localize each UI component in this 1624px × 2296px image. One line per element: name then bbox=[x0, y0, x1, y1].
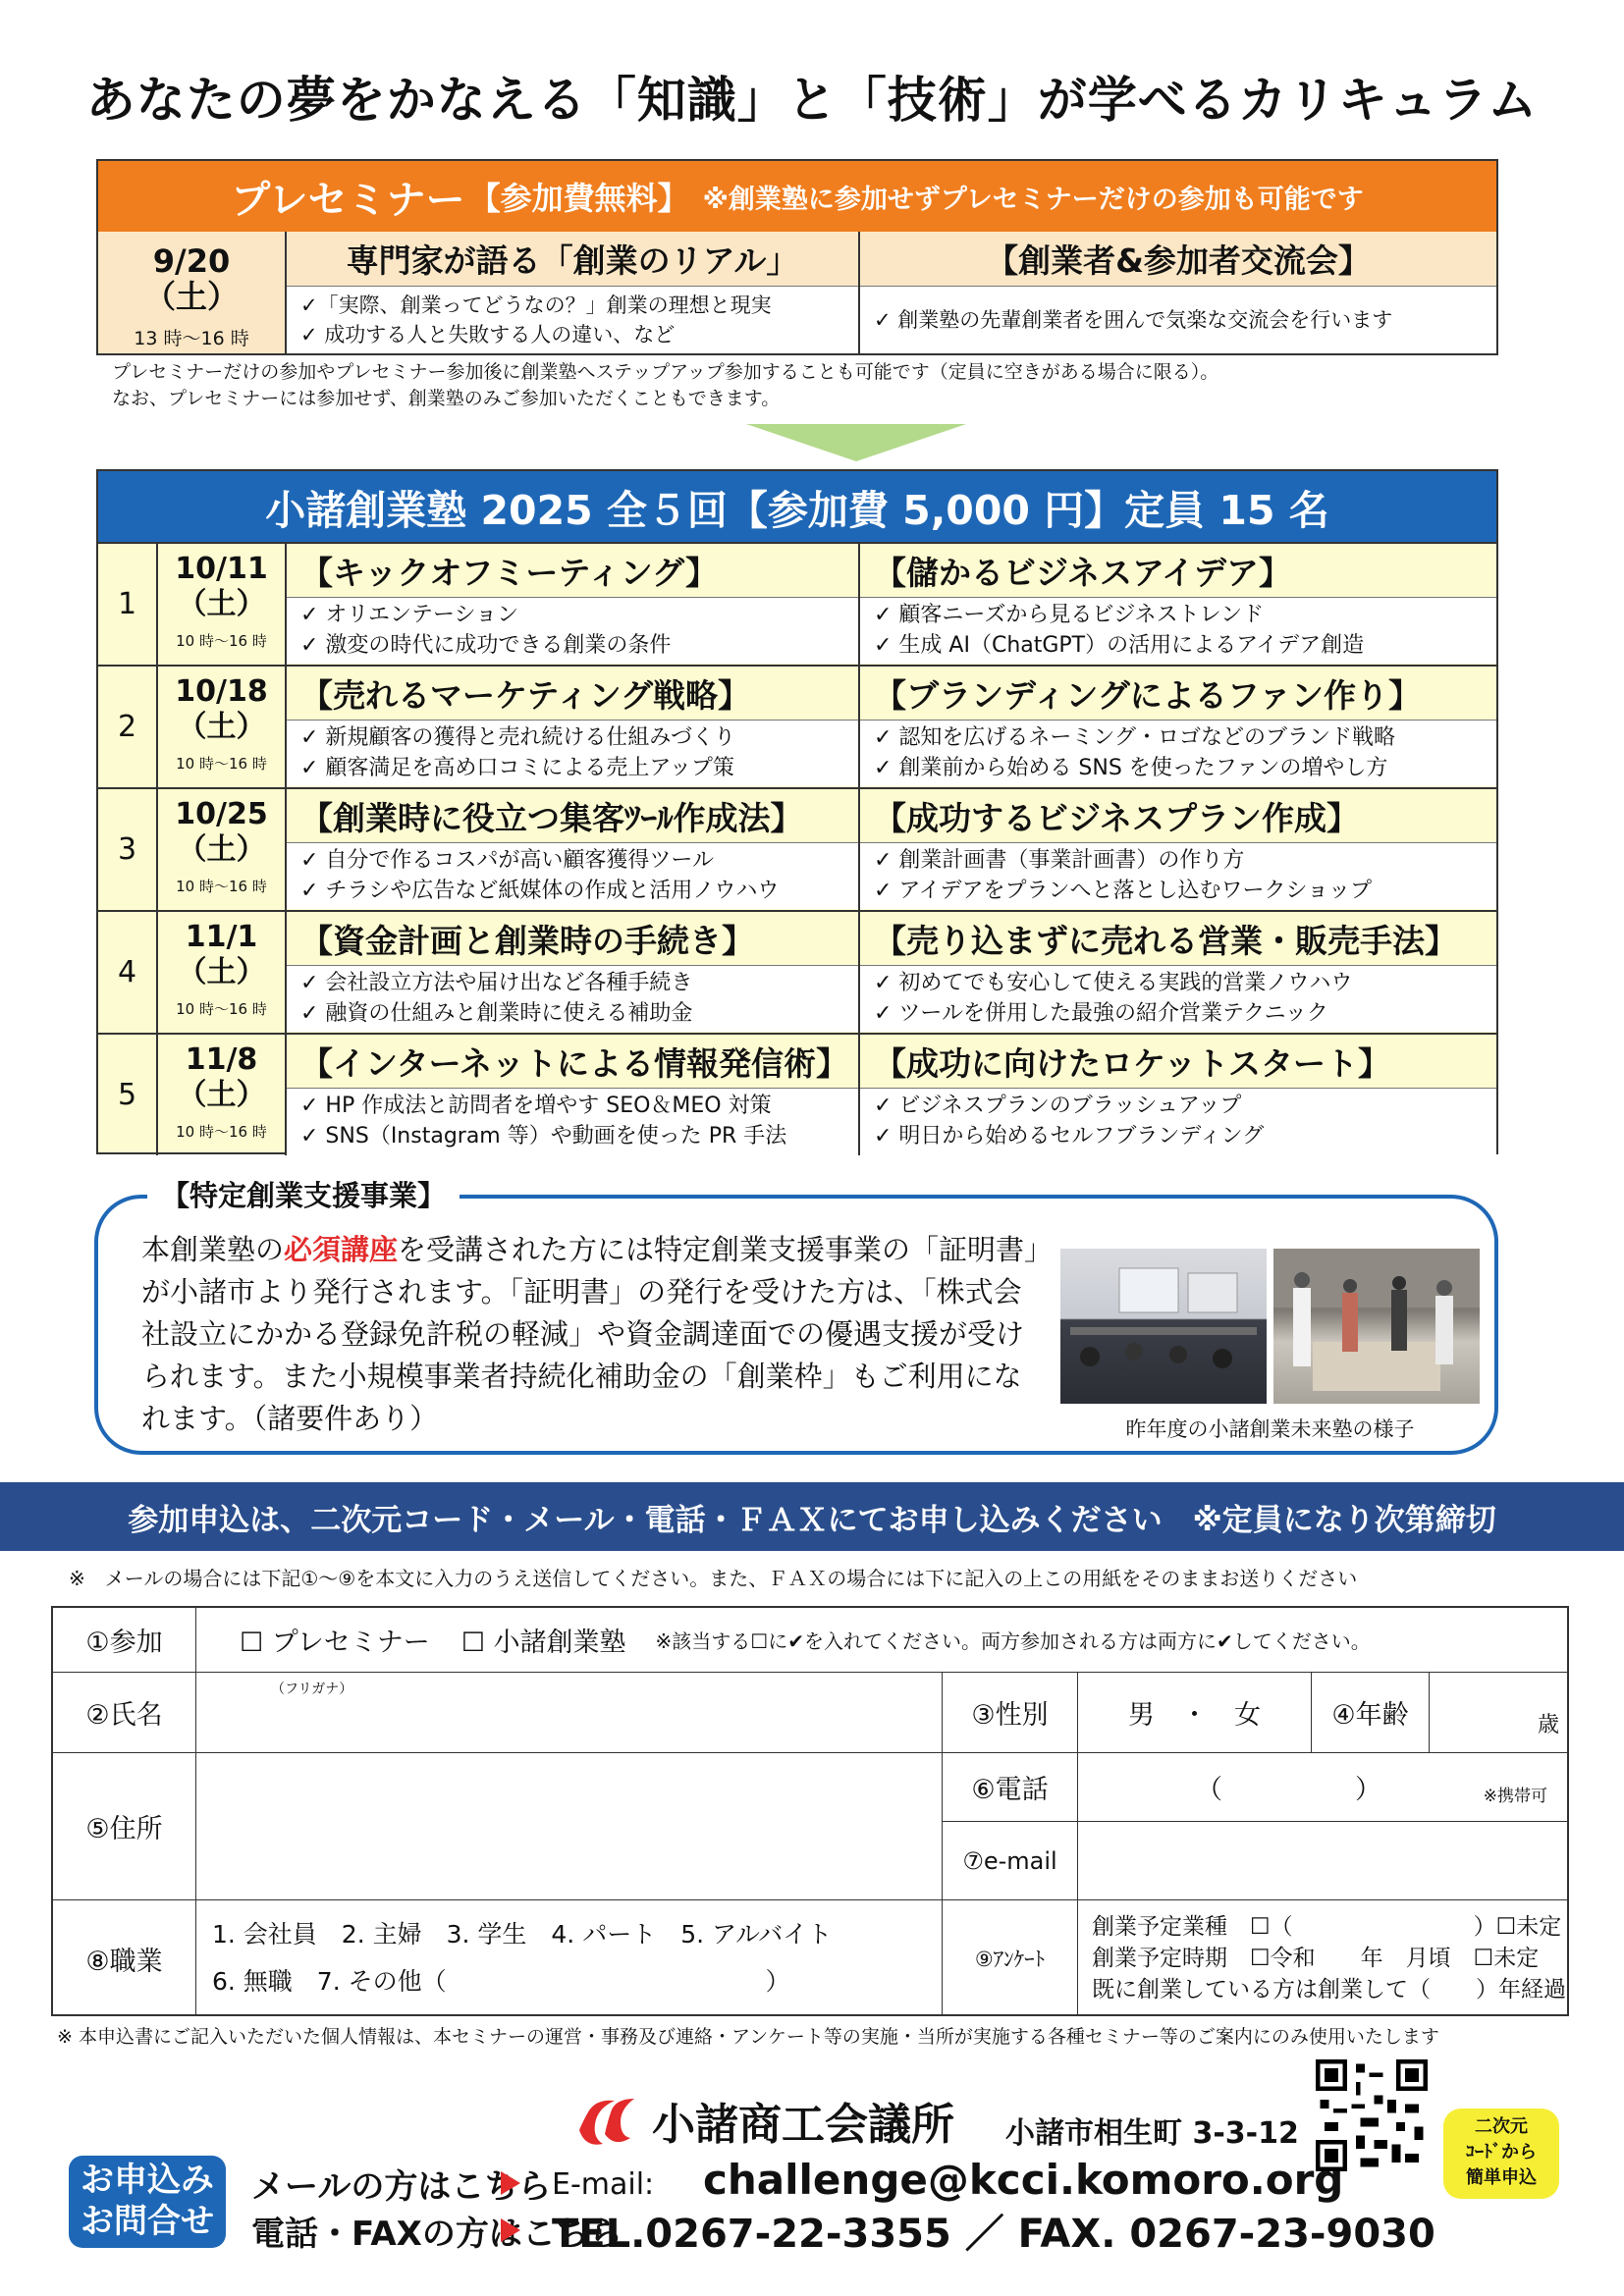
survey-fields[interactable] bbox=[1078, 1900, 1569, 2016]
list-item: ✓ オリエンテーション bbox=[300, 603, 519, 627]
telfax-label: 電話・FAXの方はこちら bbox=[251, 2215, 623, 2254]
list-item: ✓ 顧客満足を高め口コミによる売上アップ策 bbox=[300, 756, 734, 780]
session-date bbox=[158, 912, 287, 1033]
session-number: 3 bbox=[98, 789, 158, 910]
session-topic-2 bbox=[860, 544, 1496, 665]
label-gender: ③性別 bbox=[943, 1673, 1078, 1753]
list-item: ✓ 自分で作るコスパが高い顧客獲得ツール bbox=[300, 848, 714, 873]
session-topic-2 bbox=[860, 912, 1496, 1033]
weekday: （土） bbox=[177, 1078, 266, 1112]
support-text bbox=[141, 1229, 1039, 1440]
list-item: ✓ 創業計画書（事業計画書）の作り方 bbox=[874, 848, 1245, 873]
support-text-post: を受講された方には特定創業支援事業の「証明書」が小諸市より発行されます。「証明書」の発行を受けた方は、「株式会社設立にかかる登録免許税の軽減」や資金調達面での優遇支援が受けられます。また小規模事業者持続化補助金の「創業枠」もご利用になれます。（諸要件あり） bbox=[141, 1233, 1039, 1435]
label-name: ②氏名 bbox=[53, 1673, 196, 1753]
topic-title: 【ブランディングによるファン作り】 bbox=[860, 667, 1496, 721]
label-email: ⑦e-mail bbox=[943, 1822, 1078, 1900]
time: 10 時～16 時 bbox=[176, 1000, 267, 1018]
pre-seminar-col1 bbox=[287, 232, 860, 355]
topic-title: 【成功に向けたロケットスタート】 bbox=[860, 1035, 1496, 1089]
furigana-label: （フリガナ） bbox=[271, 1682, 353, 1697]
mail-label: メールの方はこちら bbox=[251, 2167, 552, 2207]
session-date bbox=[158, 789, 287, 910]
footnote: プレセミナーだけの参加やプレセミナー参加後に創業塾へステップアップ参加することも可能です（定員に空きがある場合に限る）。 bbox=[112, 361, 1219, 383]
pre-seminar-header bbox=[98, 161, 1496, 232]
survey-line-1: 創業予定業種 ☐（ ）☐未定 bbox=[1092, 1914, 1562, 1940]
date: 9/20 bbox=[152, 242, 231, 280]
col-title: 【創業者&参加者交流会】 bbox=[860, 232, 1496, 287]
survey-line-3: 既に創業している方は創業して（ ）年経過 bbox=[1092, 1977, 1566, 2002]
chamber-logo-icon bbox=[575, 2091, 636, 2152]
application-banner: 参加申込は、二次元コード・メール・電話・ＦＡＸにてお申し込みください ※定員になり次第締切 bbox=[0, 1482, 1624, 1551]
triangle-arrow-icon bbox=[501, 2218, 520, 2242]
label-participation: ①参加 bbox=[53, 1608, 196, 1673]
list-item: ✓ 融資の仕組みと創業時に使える補助金 bbox=[300, 1001, 693, 1026]
session-date bbox=[158, 544, 287, 665]
page-headline: あなたの夢をかなえる「知識」と「技術」が学べるカリキュラム bbox=[85, 72, 1539, 129]
list-item: ✓ チラシや広告など紙媒体の作成と活用ノウハウ bbox=[300, 879, 780, 903]
topic-title: 【売れるマーケティング戦略】 bbox=[287, 667, 858, 721]
list-item: ✓「実際、創業ってどうなの？」創業の理想と現実 bbox=[300, 294, 772, 317]
session-row bbox=[98, 787, 1496, 910]
list-item: ✓ 創業前から始める SNS を使ったファンの増やし方 bbox=[874, 756, 1388, 780]
organization-address: 小諸市相生町 3-3-12 bbox=[1005, 2116, 1299, 2151]
topic-title: 【創業時に役立つ集客ﾂｰﾙ作成法】 bbox=[287, 789, 858, 843]
label-survey: ⑨ｱﾝｹｰﾄ bbox=[943, 1900, 1078, 2016]
qr-note-bubble: 二次元 ｺｰﾄﾞから 簡単申込 bbox=[1443, 2109, 1559, 2199]
date: 10/18 bbox=[175, 674, 268, 709]
down-arrow-icon bbox=[746, 424, 966, 461]
list-item: ✓ 明日から始めるセルフブランディング bbox=[874, 1124, 1265, 1148]
col-title: 専門家が語る「創業のリアル」 bbox=[287, 232, 858, 287]
date: 11/1 bbox=[185, 920, 258, 954]
session-date bbox=[158, 1035, 287, 1155]
session-date bbox=[158, 667, 287, 787]
participation-options bbox=[196, 1608, 1569, 1673]
time: 10 時～16 時 bbox=[176, 632, 267, 650]
session-topic-1 bbox=[287, 544, 860, 665]
form-instructions: ※ メールの場合には下記①～⑨を本文に入力のうえ送信してください。また、ＦＡＸの場合には下に記入の上この用紙をそのままお送りください bbox=[69, 1567, 1358, 1590]
weekday: （土） bbox=[177, 710, 266, 744]
session-topic-2 bbox=[860, 1035, 1496, 1155]
phone-field[interactable] bbox=[1078, 1753, 1569, 1822]
weekday: （土） bbox=[177, 587, 266, 621]
name-field[interactable] bbox=[196, 1673, 943, 1753]
session-row bbox=[98, 1033, 1496, 1155]
session-topic-1 bbox=[287, 789, 860, 910]
survey-line-2: 創業予定時期 ☐令和 年 月頃 ☐未定 bbox=[1092, 1946, 1540, 1971]
list-item: ✓ 顧客ニーズから見るビジネストレンド bbox=[874, 603, 1265, 627]
time: 10 時～16 時 bbox=[176, 878, 267, 895]
age-unit: 歳 bbox=[1537, 1713, 1559, 1737]
session-topic-1 bbox=[287, 912, 860, 1033]
seminar-photo-1 bbox=[1060, 1249, 1267, 1404]
list-item: ✓ SNS（Instagram 等）や動画を使った PR 手法 bbox=[300, 1124, 787, 1148]
pre-seminar-title: プレセミナー bbox=[231, 177, 465, 223]
pre-seminar-footnotes bbox=[112, 359, 1218, 412]
session-topic-2 bbox=[860, 789, 1496, 910]
topic-title: 【キックオフミーティング】 bbox=[287, 544, 858, 598]
list-item: ✓ 創業塾の先輩創業者を囲んで気楽な交流会を行います bbox=[874, 308, 1393, 332]
list-item: ✓ 初めてでも安心して使える実践的営業ノウハウ bbox=[874, 971, 1353, 995]
session-topic-2 bbox=[860, 667, 1496, 787]
session-topic-1 bbox=[287, 1035, 860, 1155]
organization-name: 小諸商工会議所 bbox=[652, 2100, 954, 2150]
phone-parens: （ ） bbox=[1196, 1775, 1381, 1805]
pre-seminar-date bbox=[98, 232, 287, 355]
participation-note: ※該当する☐に✔を入れてください。両方参加される方は両方に✔してください。 bbox=[655, 1629, 1371, 1653]
age-field[interactable] bbox=[1430, 1673, 1569, 1753]
session-row bbox=[98, 910, 1496, 1033]
support-text-pre: 本創業塾の bbox=[141, 1233, 285, 1266]
occupation-options[interactable] bbox=[196, 1900, 943, 2016]
pre-seminar-table bbox=[96, 159, 1498, 355]
label-address: ⑤住所 bbox=[53, 1753, 196, 1900]
list-item: ✓ 新規顧客の獲得と売れ続ける仕組みづくり bbox=[300, 725, 735, 750]
support-title: 【特定創業支援事業】 bbox=[147, 1174, 460, 1214]
privacy-note: ※ 本申込書にご記入いただいた個人情報は、本セミナーの運営・事務及び連絡・アンケート等の実施・当所が実施する各種セミナー等のご案内にのみ使用いたします bbox=[57, 2026, 1439, 2048]
time: 13 時～16 時 bbox=[134, 328, 249, 349]
contact-email-link[interactable]: challenge@kcci.komoro.org bbox=[703, 2156, 1344, 2204]
triangle-arrow-icon bbox=[501, 2171, 520, 2195]
session-row bbox=[98, 542, 1496, 665]
session-row bbox=[98, 665, 1496, 787]
list-item: ✓ アイデアをプランへと落とし込むワークショップ bbox=[874, 879, 1373, 903]
list-item: ✓ ビジネスプランのブラッシュアップ bbox=[874, 1094, 1242, 1118]
label-phone: ⑥電話 bbox=[943, 1753, 1078, 1822]
time: 10 時～16 時 bbox=[176, 1123, 267, 1141]
list-item: ✓ 成功する人と失敗する人の違い、など bbox=[300, 323, 676, 347]
list-item: ✓ ツールを併用した最強の紹介営業テクニック bbox=[874, 1001, 1328, 1026]
session-number: 4 bbox=[98, 912, 158, 1033]
session-number: 2 bbox=[98, 667, 158, 787]
topic-title: 【成功するビジネスプラン作成】 bbox=[860, 789, 1496, 843]
time: 10 時～16 時 bbox=[176, 755, 267, 773]
weekday: （土） bbox=[177, 832, 266, 867]
date: 10/11 bbox=[175, 552, 268, 586]
date: 10/25 bbox=[175, 797, 268, 831]
checkbox-komoro-course[interactable]: ☐ 小諸創業塾 bbox=[460, 1628, 626, 1658]
photo-caption: 昨年度の小諸創業未来塾の様子 bbox=[1125, 1417, 1415, 1441]
support-text-required: 必須講座 bbox=[284, 1233, 399, 1266]
topic-title: 【資金計画と創業時の手続き】 bbox=[287, 912, 858, 966]
session-topic-1 bbox=[287, 667, 860, 787]
tel-fax-numbers: TEL.0267-22-3355 ／ FAX. 0267-23-9030 bbox=[552, 2212, 1435, 2257]
application-form bbox=[51, 1606, 1569, 2016]
topic-title: 【売り込まずに売れる営業・販売手法】 bbox=[860, 912, 1496, 966]
checkbox-pre-seminar[interactable]: ☐ プレセミナー bbox=[240, 1628, 430, 1658]
email-prefix: E-mail: bbox=[552, 2167, 655, 2202]
qr-code-icon[interactable] bbox=[1316, 2059, 1428, 2171]
topic-title: 【インターネットによる情報発信術】 bbox=[287, 1035, 858, 1089]
label-occupation: ⑧職業 bbox=[53, 1900, 196, 2016]
label-age: ④年齢 bbox=[1312, 1673, 1430, 1753]
main-course-header: 小諸創業塾 2025 全５回【参加費 5,000 円】定員 15 名 bbox=[98, 471, 1496, 542]
footnote: なお、プレセミナーには参加せず、創業塾のみご参加いただくこともできます。 bbox=[112, 388, 781, 409]
list-item: ✓ 会社設立方法や届け出など各種手続き bbox=[300, 971, 693, 995]
email-field[interactable] bbox=[1078, 1822, 1569, 1900]
mobile-ok-note: ※携帯可 bbox=[1483, 1787, 1547, 1806]
session-number: 1 bbox=[98, 544, 158, 665]
pre-seminar-note: ※創業塾に参加せずプレセミナーだけの参加も可能です bbox=[702, 184, 1364, 215]
address-field[interactable] bbox=[196, 1753, 943, 1900]
pre-seminar-fee: 【参加費無料】 bbox=[468, 180, 689, 217]
list-item: ✓ 激変の時代に成功できる創業の条件 bbox=[300, 633, 672, 658]
pre-seminar-col2 bbox=[860, 232, 1496, 355]
weekday: （土） bbox=[143, 278, 239, 315]
list-item: ✓ 認知を広げるネーミング・ロゴなどのブランド戦略 bbox=[874, 725, 1395, 750]
weekday: （土） bbox=[177, 955, 266, 989]
topic-title: 【儲かるビジネスアイデア】 bbox=[860, 544, 1496, 598]
seminar-photo-2 bbox=[1273, 1249, 1480, 1404]
gender-field[interactable]: 男 ・ 女 bbox=[1078, 1673, 1312, 1753]
session-number: 5 bbox=[98, 1035, 158, 1155]
occupation-line-1: 1. 会社員 2. 主婦 3. 学生 4. パート 5. アルバイト bbox=[212, 1920, 833, 1949]
occupation-line-2: 6. 無職 7. その他（ ） bbox=[212, 1967, 790, 1996]
list-item: ✓ HP 作成法と訪問者を増やす SEO＆MEO 対策 bbox=[300, 1094, 772, 1118]
contact-badge: お申込み お問合せ bbox=[69, 2156, 226, 2248]
list-item: ✓ 生成 AI（ChatGPT）の活用によるアイデア創造 bbox=[874, 633, 1365, 658]
main-course-table bbox=[96, 469, 1498, 1154]
date: 11/8 bbox=[185, 1042, 258, 1077]
